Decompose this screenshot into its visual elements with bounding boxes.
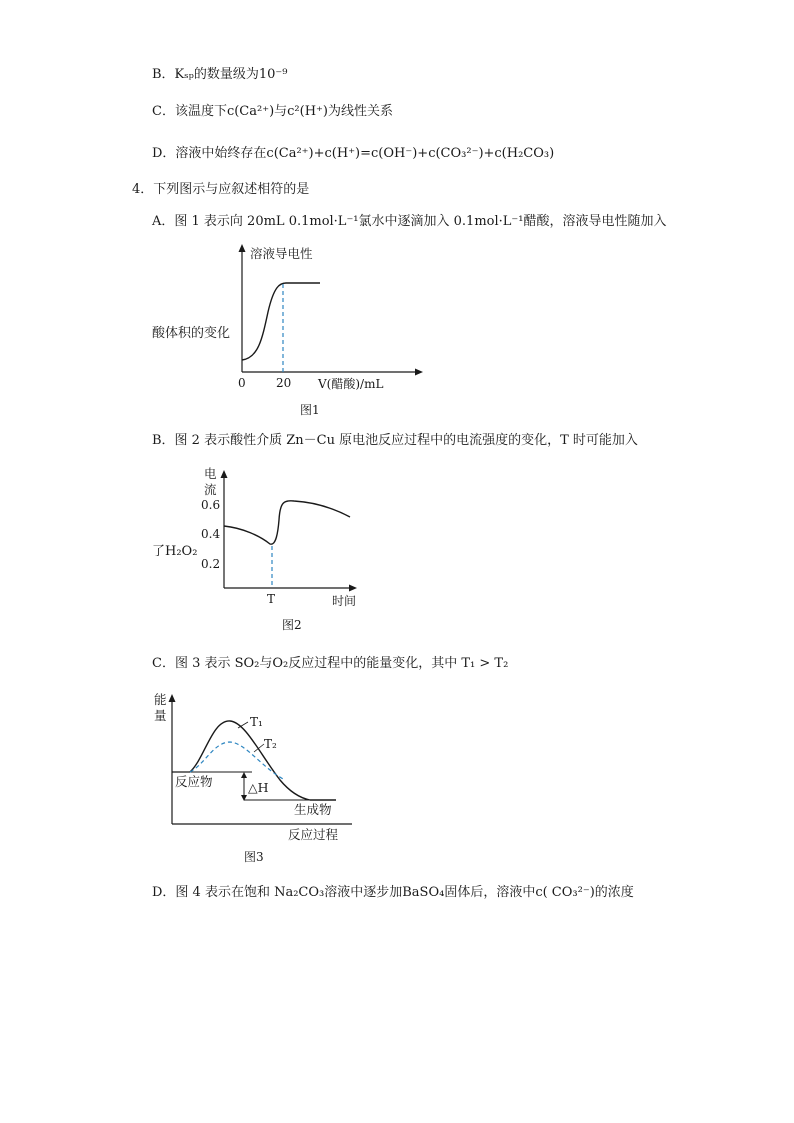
q4-option-a-continued: 酸体积的变化 (152, 326, 231, 341)
fig3-label-product: 生成物 (294, 802, 332, 817)
fig2-curve (224, 501, 350, 544)
question-4-stem: 4．下列图示与应叙述相符的是 (132, 182, 310, 197)
fig1-x-tick-20: 20 (276, 376, 292, 390)
fig2-x-tick-t: T (267, 592, 276, 606)
q4-option-b: B．图 2 表示酸性介质 Zn－Cu 原电池反应过程中的电流强度的变化，T 时可能加入 (152, 433, 638, 448)
fig2-y-arrow (221, 470, 228, 478)
fig3-label-t1: T₁ (250, 715, 263, 729)
q4-option-b-continued: 了H₂O₂ (152, 544, 198, 559)
fig3-y-label-2: 量 (154, 708, 167, 723)
fig3-caption: 图3 (244, 850, 264, 864)
option-b-prev: B．Kₛₚ的数量级为10⁻⁹ (152, 67, 288, 82)
fig3-label-t2: T₂ (264, 737, 277, 751)
option-c-prev: C．该温度下c(Ca²⁺)与c²(H⁺)为线性关系 (152, 104, 393, 119)
fig2-caption: 图2 (282, 618, 302, 632)
figure-2 (198, 462, 368, 612)
fig2-y-tick-0.2: 0.2 (201, 557, 221, 571)
fig3-delta-h-arrow-up (241, 772, 247, 778)
fig3-label-reactant: 反应物 (175, 774, 213, 789)
fig3-label-delta-h: △H (248, 780, 269, 795)
fig1-origin-label: 0 (238, 376, 246, 390)
q4-option-d: D．图 4 表示在饱和 Na₂CO₃溶液中逐步加BaSO₄固体后，溶液中c( CO₃²⁻)的浓度 (152, 885, 634, 900)
fig3-y-label-1: 能 (154, 692, 167, 707)
fig2-y-label-1: 电 (204, 466, 217, 481)
fig2-x-arrow (349, 585, 357, 592)
fig2-y-label-2: 流 (204, 482, 217, 497)
fig3-x-label: 反应过程 (288, 827, 339, 842)
fig2-y-tick-0.4: 0.4 (201, 527, 221, 541)
fig1-x-arrow (415, 369, 423, 376)
fig1-y-label: 溶液导电性 (250, 246, 313, 261)
fig1-curve (242, 283, 320, 360)
q4-option-c: C．图 3 表示 SO₂与O₂反应过程中的能量变化，其中 T₁ > T₂ (152, 656, 509, 671)
fig1-y-arrow (239, 244, 246, 252)
figure-1 (230, 240, 430, 400)
fig3-y-arrow (169, 694, 176, 702)
fig2-y-tick-0.6: 0.6 (201, 498, 221, 512)
fig1-caption: 图1 (300, 403, 320, 417)
option-d-prev: D．溶液中始终存在c(Ca²⁺)+c(H⁺)=c(OH⁻)+c(CO₃²⁻)+c(H₂CO₃) (152, 146, 555, 161)
figure-3 (150, 688, 360, 848)
fig1-x-label: V(醋酸)/mL (318, 377, 384, 391)
q4-option-a: A．图 1 表示向 20mL 0.1mol·L⁻¹氯水中逐滴加入 0.1mol·L⁻¹醋酸，溶液导电性随加入 (152, 214, 667, 229)
fig2-x-label: 时间 (332, 594, 357, 608)
